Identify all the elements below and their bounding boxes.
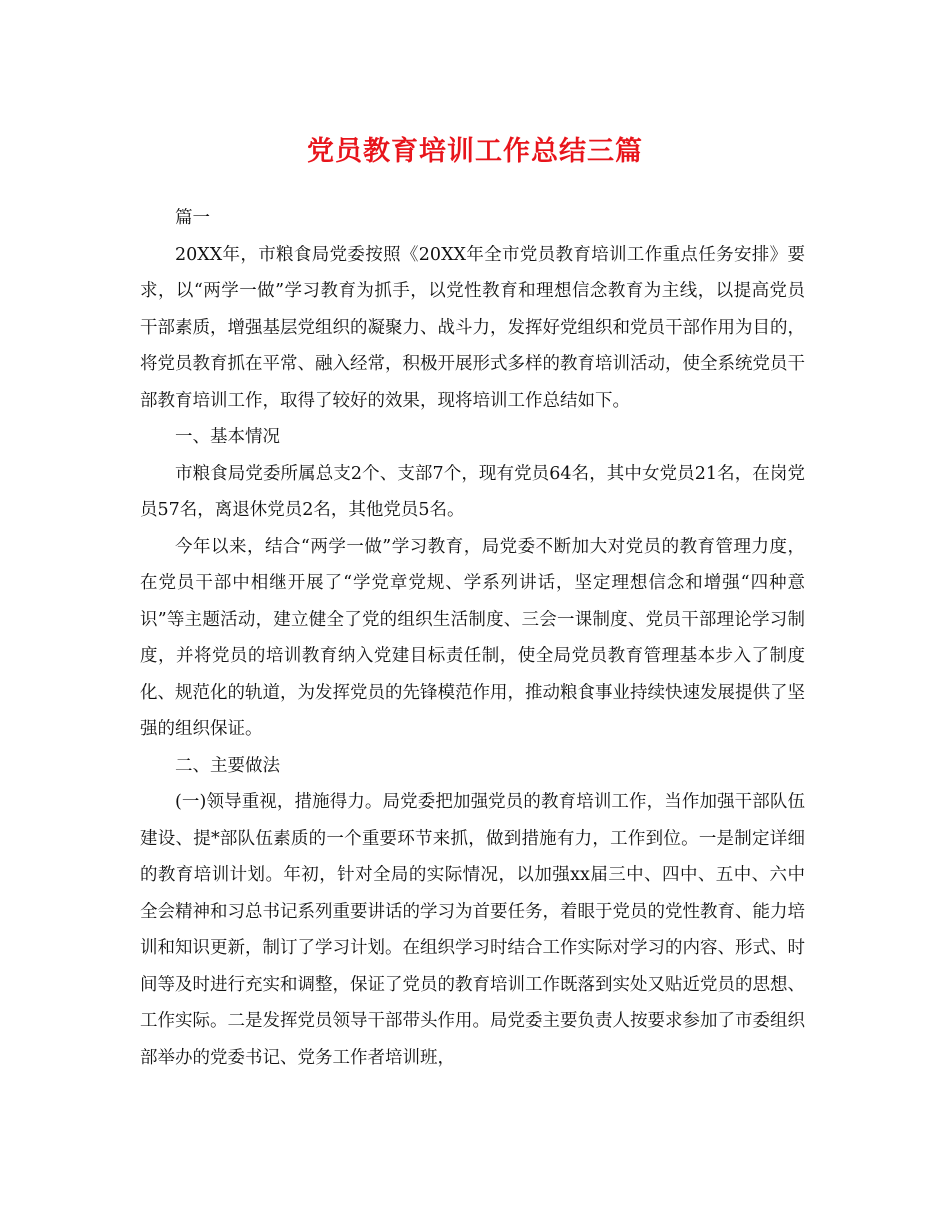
heading-main-practices: 二、主要做法 <box>175 755 280 776</box>
intro-paragraph: 20XX年，市粮食局党委按照《20XX年全市党员教育培训工作重点任务安排》要求，以“两学一做”学习教育为抓手，以党性教育和理想信念教育为主线，以提高党员干部素质，增强基层党组织的凝聚力、战斗力，发挥好党组织和党员干部作用为目的，将党员教育抓在平常、融入经常，积极开展形式多样的教育培训活动，使全系统党员干部教育培训工作，取得了较好的效果，现将培训工作总结如下。 <box>140 244 805 411</box>
heading-basic-situation: 一、基本情况 <box>175 427 280 447</box>
leadership-paragraph: (一)领导重视，措施得力。局党委把加强党员的教育培训工作，当作加强干部队伍建设、提*部队伍素质的一个重要环节来抓，做到措施有力，工作到位。一是制定详细的教育培训计划。年初，针对全局的实际情况，以加强xx届三中、四中、五中、六中全会精神和习总书记系列重要讲话的学习为首要任务，着眼于党员的党性教育、能力培训和知识更新，制订了学习计划。在组织学习时结合工作实际对学习的内容、形式、时间等及时进行充实和调整，保证了党员的教育培训工作既落到实处又贴近党员的思想、工作实际。二是发挥党员领导干部带头作用。局党委主要负责人按要求参加了市委组织部举办的党委书记、党务工作者培训班， <box>140 792 805 1068</box>
document-title: 党员教育培训工作总结三篇 <box>307 136 643 167</box>
document-body <box>140 200 805 1076</box>
section-label-part-one: 篇一 <box>175 208 210 228</box>
education-management-paragraph: 今年以来，结合“两学一做”学习教育，局党委不断加大对党员的教育管理力度，在党员干部中相继开展了“学党章党规、学系列讲话，坚定理想信念和增强“四种意识”等主题活动，建立健全了党的组织生活制度、三会一课制度、党员干部理论学习制度，并将党员的培训教育纳入党建目标责任制，使全局党员教育管理基本步入了制度化、规范化的轨道，为发挥党员的先锋模范作用，推动粮食事业持续快速发展提供了坚强的组织保证。 <box>140 536 805 739</box>
basic-situation-paragraph: 市粮食局党委所属总支2个、支部7个，现有党员64名，其中女党员21名，在岗党员57名，离退休党员2名，其他党员5名。 <box>140 463 805 520</box>
